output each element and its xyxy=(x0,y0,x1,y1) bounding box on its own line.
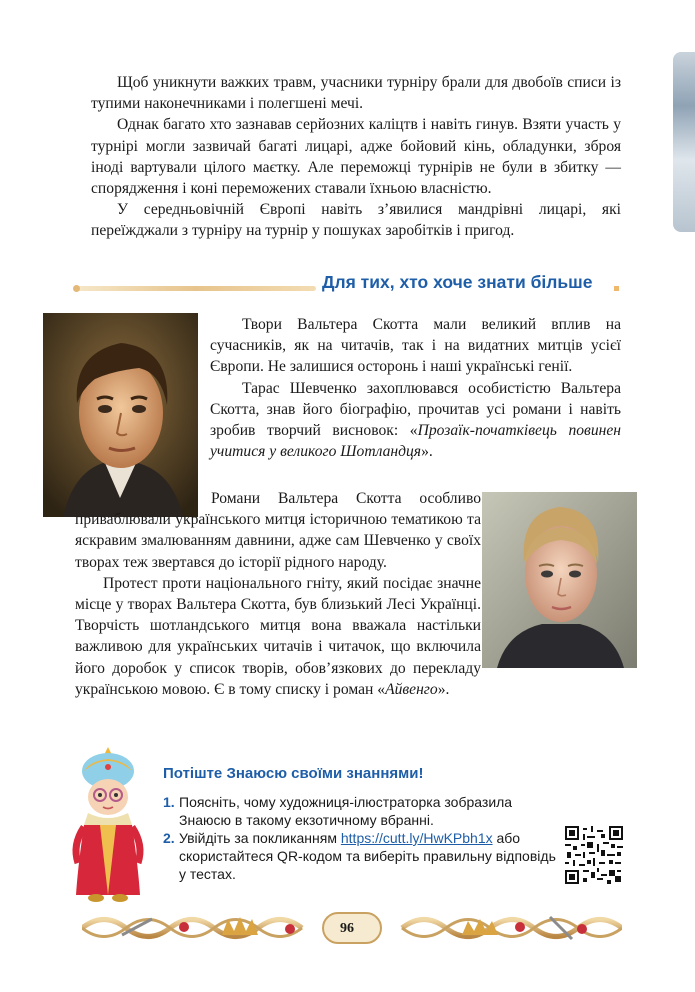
znayusya-mascot xyxy=(66,745,150,903)
protest-paragraph-text: Протест проти національного гніту, який посідає значне місце у творах Вальтера Скотта, був близький Лесі Українці. Творчість шотландського митця вона вважала настільки важливою для українських читачів і читачок, що включила його доробок у список творів, обов’язкових до перекладу українською мовою. Є в тому списку і роман xyxy=(75,574,481,698)
section-divider-line xyxy=(76,286,316,291)
section-divider-dot xyxy=(614,286,619,291)
shevchenko-paragraph xyxy=(210,378,621,463)
quiz-test-link[interactable]: https://cutt.ly/HwKPbh1x xyxy=(340,830,493,846)
scott-influence-paragraph: Твори Вальтера Скотта мали великий вплив на сучасників, як на читачів, так і на видатних митців усієї Європи. Не залишися осторонь і наші українські генії. xyxy=(210,316,621,376)
quote-close: ». xyxy=(421,443,433,461)
novel-quote-open: « xyxy=(373,680,386,698)
scott-paragraph xyxy=(210,314,621,462)
shevchenko-quote: Прозаїк-початківець повинен учитися у великого Шотландця xyxy=(210,422,622,461)
ivanhoe-title: Айвенго xyxy=(385,680,438,698)
page-edge-image xyxy=(673,52,695,232)
shevchenko-portrait xyxy=(43,313,198,517)
quote-open: « xyxy=(409,422,418,440)
intro-paragraph-1: Щоб уникнути важких травм, учасники турніру брали для двобоїв списи із тупими наконечниками і полегшені мечі. xyxy=(91,74,621,113)
quiz-task-list xyxy=(163,793,563,883)
romans-paragraph xyxy=(75,488,621,573)
shevchenko-paragraph-text: Тарас Шевченко захоплювався особистістю Вальтера Скотта, знав його біографію, прочитав усі романи і навіть зробив творчий висновок: xyxy=(210,379,621,440)
quiz-task-2-number: 2. xyxy=(163,830,175,846)
novel-quote-close: ». xyxy=(437,680,450,698)
romans-paragraph-text: Романи Вальтера Скотта особливо приваблювали українського митця історичною тематикою та яскравим змалюванням давнини, адже сам Шевченко у своїх творах теж звертався до історії рідного народу. xyxy=(75,490,481,571)
float-spacer-left xyxy=(75,488,211,509)
qr-code[interactable] xyxy=(565,826,623,884)
intro-paragraph-3: У середньовічній Європі навіть з’явилися мандрівні лицарі, які переїжджали з турніру на турнір у пошуках заробітків і пригод. xyxy=(91,201,621,240)
intro-paragraph-2: Однак багато хто зазнавав серйозних каліцтв і навіть гинув. Взяти участь у турнірі могли зазвичай багаті лицарі, адже бойовий кінь, обладунки, зброя іноді вартували цілого маєтку. Але переможці турнірів не були в збитку — спорядження і коні переможених ставали їхньою власністю. xyxy=(91,116,621,198)
romans-paragraph-block xyxy=(75,488,621,700)
intro-text xyxy=(91,72,621,242)
quiz-title: Потіште Знаюсю своїми знаннями! xyxy=(163,765,424,782)
float-spacer-right xyxy=(481,488,621,668)
section-title: Для тих, хто хоче знати більше xyxy=(322,272,593,292)
quiz-task-2-text-after: або скористайтеся QR-кодом та виберіть правильну відповідь у тестах. xyxy=(179,830,556,882)
quiz-task-1-text: Поясніть, чому художниця-ілюстраторка зобразила Знаюсю в такому екзотичному вбранні. xyxy=(179,794,513,828)
quiz-task-2 xyxy=(163,829,563,883)
quiz-task-1 xyxy=(163,793,563,829)
page-number: 96 xyxy=(340,921,354,936)
quiz-task-2-text-before: Увійдіть за покликанням xyxy=(179,830,341,846)
section-header xyxy=(76,272,621,300)
quiz-task-1-number: 1. xyxy=(163,794,175,810)
